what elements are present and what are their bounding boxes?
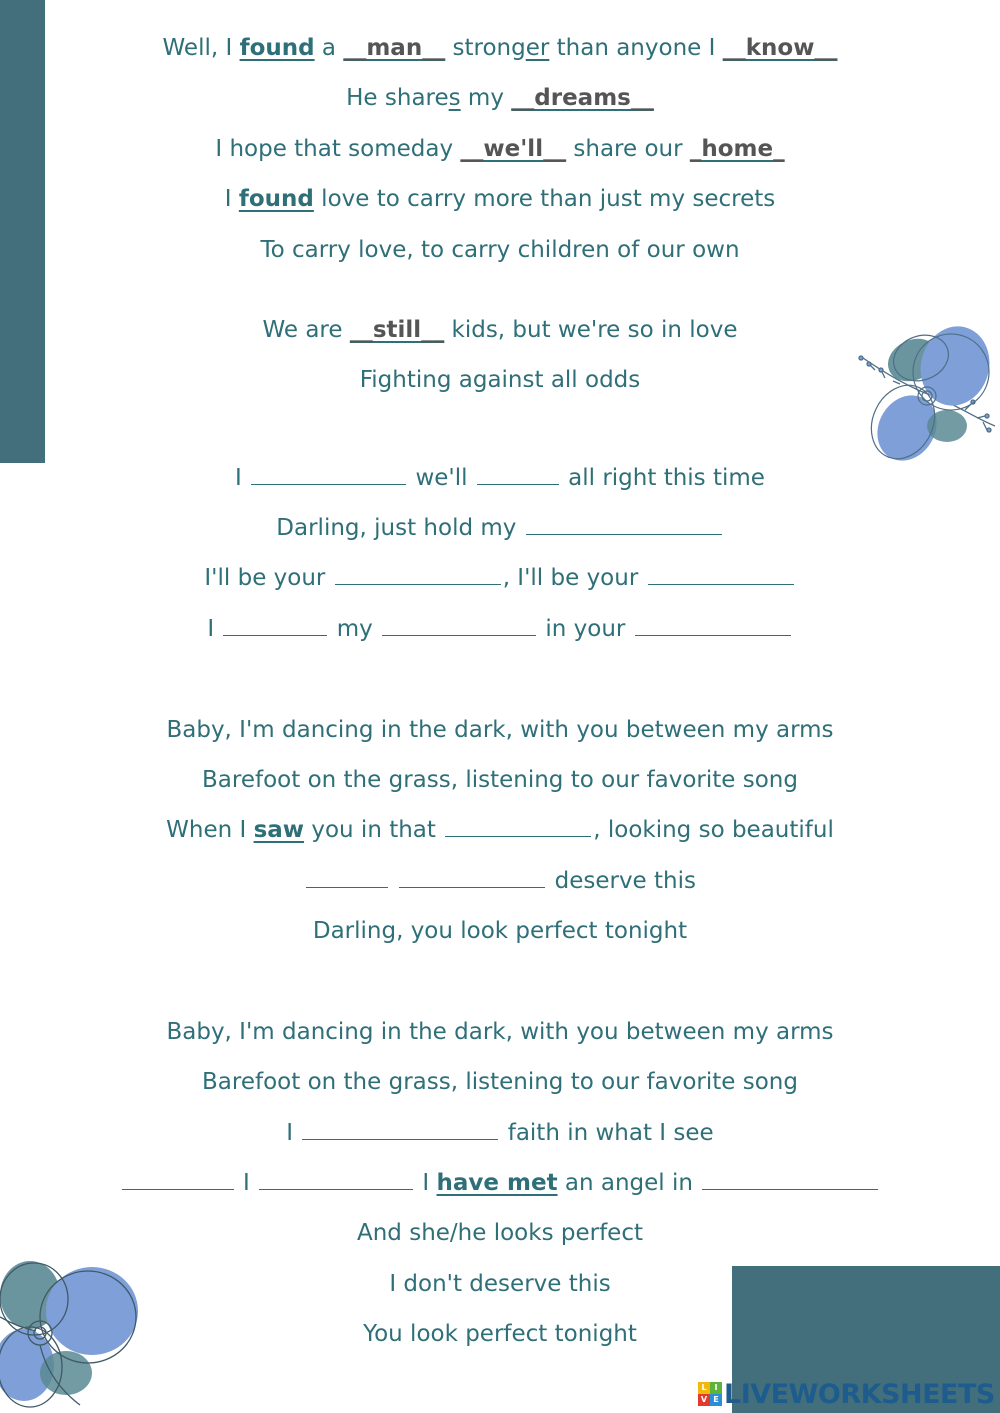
- lyric-text: I'll be your: [204, 565, 333, 591]
- lyric-text: , I'll be your: [502, 565, 646, 591]
- blank-field[interactable]: [526, 514, 722, 535]
- lyric-text: I: [235, 1170, 258, 1196]
- lyric-text: When I: [166, 817, 254, 843]
- lyric-line: [0, 815, 1000, 845]
- blank-field[interactable]: [302, 1119, 498, 1140]
- lyric-line: [0, 463, 1000, 493]
- blank-field[interactable]: [445, 816, 591, 837]
- lyric-line: [0, 83, 1000, 113]
- lyric-line: [0, 866, 1000, 896]
- lyric-text: faith in what I see: [500, 1120, 714, 1146]
- blank-field[interactable]: [251, 464, 406, 485]
- lyric-line: [0, 1168, 1000, 1198]
- lyric-line: [0, 33, 1000, 63]
- lyric-text: Barefoot on the grass, listening to our favorite song: [202, 767, 798, 793]
- lyric-text: I don't deserve this: [389, 1271, 611, 1297]
- lyric-text: And she/he looks perfect: [357, 1220, 643, 1246]
- lyric-text: Barefoot on the grass, listening to our favorite song: [202, 1069, 798, 1095]
- blank-field[interactable]: [223, 615, 327, 636]
- lyric-text: a: [314, 35, 344, 61]
- lyric-text: We are: [262, 317, 350, 343]
- lyric-text: deserve this: [547, 868, 696, 894]
- lyric-line: [0, 715, 1000, 745]
- filled-answer[interactable]: __we'll__: [460, 136, 567, 162]
- highlighted-word: found: [239, 35, 315, 61]
- highlighted-word: have met: [436, 1170, 558, 1196]
- blank-field[interactable]: [259, 1169, 413, 1190]
- underlined-letters: er: [525, 35, 550, 61]
- lyric-line: [0, 365, 1000, 395]
- blank-field[interactable]: [648, 564, 794, 585]
- liveworksheets-brand: [698, 1376, 995, 1412]
- brand-name: LIVEWORKSHEETS: [724, 1378, 995, 1410]
- lyric-line: [0, 134, 1000, 164]
- lyric-text: an angel in: [557, 1170, 701, 1196]
- lyric-text: I: [415, 1170, 437, 1196]
- lyric-text: I: [286, 1120, 301, 1146]
- lyric-text: , looking so beautiful: [593, 817, 834, 843]
- logo-letter: E: [710, 1394, 722, 1406]
- lyric-text: love to carry more than just my secrets: [313, 186, 776, 212]
- lyric-text: Fighting against all odds: [359, 367, 641, 393]
- lyric-text: Well, I: [162, 35, 240, 61]
- blank-field[interactable]: [477, 464, 559, 485]
- lyric-line: [0, 315, 1000, 345]
- lyric-text: kids, but we're so in love: [444, 317, 738, 343]
- blank-field[interactable]: [306, 867, 388, 888]
- logo-letter: I: [710, 1382, 722, 1394]
- lyric-text: share our: [566, 136, 690, 162]
- highlighted-word: found: [238, 186, 314, 212]
- lyric-text: than anyone I: [549, 35, 723, 61]
- lyric-line: [0, 1218, 1000, 1248]
- lyric-text: all right this time: [560, 465, 765, 491]
- lyric-text: Darling, just hold my: [276, 515, 524, 541]
- lyric-text: Darling, you look perfect tonight: [312, 918, 688, 944]
- highlighted-word: saw: [253, 817, 305, 843]
- lyric-text: strong: [445, 35, 526, 61]
- lyric-text: To carry love, to carry children of our own: [260, 237, 740, 263]
- liveworksheets-logo-icon: [698, 1382, 722, 1406]
- lyric-text: I: [207, 616, 222, 642]
- logo-letter: V: [698, 1394, 710, 1406]
- lyric-line: [0, 184, 1000, 214]
- blank-field[interactable]: [382, 615, 536, 636]
- lyric-text: my: [460, 85, 512, 111]
- lyric-line: [0, 614, 1000, 644]
- lyric-text: I hope that someday: [215, 136, 461, 162]
- lyric-text: Baby, I'm dancing in the dark, with you between my arms: [166, 1019, 834, 1045]
- lyric-text: He share: [346, 85, 449, 111]
- lyric-line: [0, 513, 1000, 543]
- lyric-text: I: [235, 465, 250, 491]
- lyric-text: Baby, I'm dancing in the dark, with you between my arms: [166, 717, 834, 743]
- lyric-text: my: [329, 616, 381, 642]
- lyric-text: we'll: [408, 465, 475, 491]
- lyric-line: [0, 1269, 1000, 1299]
- underlined-letters: s: [448, 85, 461, 111]
- lyric-line: [0, 1319, 1000, 1349]
- lyric-text: [390, 868, 397, 894]
- filled-answer[interactable]: __still__: [349, 317, 445, 343]
- filled-answer[interactable]: __dreams__: [511, 85, 654, 111]
- lyric-line: [0, 916, 1000, 946]
- lyric-line: [0, 1017, 1000, 1047]
- filled-answer[interactable]: __know__: [722, 35, 838, 61]
- lyric-line: [0, 1067, 1000, 1097]
- blank-field[interactable]: [335, 564, 501, 585]
- blank-field[interactable]: [122, 1169, 234, 1190]
- lyric-text: in your: [538, 616, 633, 642]
- lyric-line: [0, 235, 1000, 265]
- lyric-text: You look perfect tonight: [363, 1321, 637, 1347]
- lyric-line: [0, 563, 1000, 593]
- filled-answer[interactable]: __man__: [343, 35, 446, 61]
- lyric-line: [0, 1118, 1000, 1148]
- blank-field[interactable]: [702, 1169, 878, 1190]
- lyric-line: [0, 765, 1000, 795]
- blank-field[interactable]: [635, 615, 791, 636]
- logo-letter: L: [698, 1382, 710, 1394]
- lyric-text: you in that: [304, 817, 444, 843]
- blank-field[interactable]: [399, 867, 545, 888]
- filled-answer[interactable]: _home_: [689, 136, 785, 162]
- lyric-text: I: [224, 186, 239, 212]
